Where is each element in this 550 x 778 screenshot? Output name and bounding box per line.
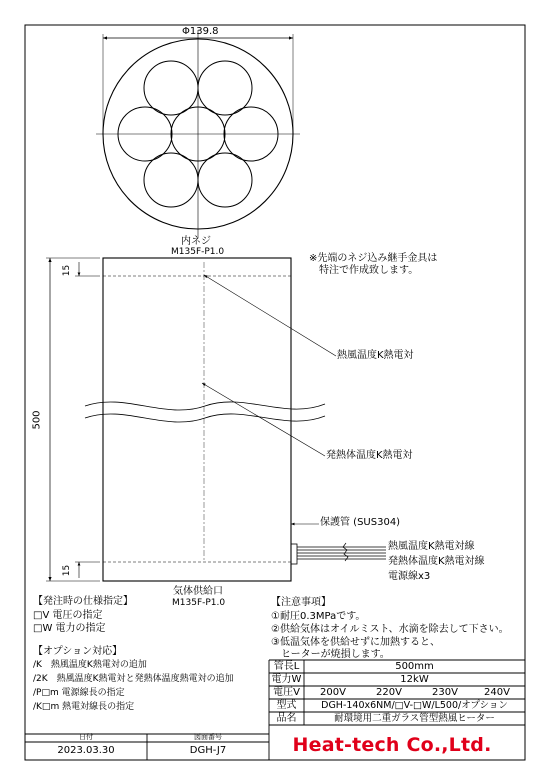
order-spec-title: 【発注時の仕様指定】	[33, 596, 133, 607]
model-value: DGH-140x6NM/□V-□W/L500/オプション	[321, 700, 508, 711]
caution-line: ②供給気体はオイルミスト、水滴を除去して下さい。	[271, 624, 509, 635]
wire-label-hot-air: 熱風温度K熱電対線	[388, 541, 475, 552]
drawing-number-label: 図面番号	[194, 733, 222, 741]
caution-line: ヒーターが焼損します。	[271, 649, 390, 660]
voltage-option: 220V	[376, 687, 402, 698]
caution-line: ③低温気体を供給せずに加熱すると、	[271, 637, 440, 648]
options-title: 【オプション対応】	[33, 646, 123, 657]
tube-length-value: 500mm	[395, 661, 434, 672]
protective-tube	[103, 258, 291, 581]
voltage-option: 240V	[484, 687, 510, 698]
hot-air-thermocouple-callout: 熱風温度K熱電対	[337, 350, 414, 361]
inner-tube-6	[198, 153, 252, 207]
heater-thermocouple-callout: 発熱体温度K熱電対	[326, 450, 413, 461]
cautions-title: 【注意事項】	[271, 597, 331, 608]
order-spec-item: □W 電力の指定	[33, 623, 106, 634]
inner-thread-label: 内ネジ	[181, 236, 211, 247]
option-item: /2K 熱風温度K熱電対と発熱体温度熱電対の追加	[33, 674, 234, 684]
inner-tube-2	[198, 61, 252, 115]
wire-label-power: 電源線x3	[388, 571, 431, 582]
model-label: 型式	[276, 700, 297, 711]
wire-gland	[291, 544, 297, 564]
voltage-label: 電圧V	[273, 687, 300, 698]
top-view	[96, 30, 300, 238]
top-offset-dimension: 15	[62, 264, 73, 277]
inner-tube-1	[144, 61, 198, 115]
company-logo: Heat-tech Co.,Ltd.	[292, 734, 492, 756]
gas-inlet-label: 気体供給口	[173, 586, 223, 597]
power-label: 電力W	[271, 674, 302, 685]
protective-tube-callout: 保護管 (SUS304)	[320, 517, 401, 528]
order-spec-item: □V 電圧の指定	[33, 610, 103, 621]
voltage-option: 200V	[320, 687, 346, 698]
inner-thread-spec: M135F-P1.0	[171, 247, 225, 257]
tube-length-label: 管長L	[273, 661, 300, 672]
product-name-value: 耐環境用二重ガラス管型熱風ヒーター	[334, 713, 495, 724]
option-item: /K□m 熱電対線長の指定	[33, 702, 135, 712]
inner-tube-5	[144, 153, 198, 207]
gas-inlet-spec: M135F-P1.0	[172, 598, 226, 608]
length-dimension: 500	[31, 410, 43, 430]
fitting-note-line-1: ※先端のネジ込み継手金具は	[309, 253, 438, 264]
caution-line: ①耐圧0.3MPaです。	[271, 611, 366, 622]
wire-label-heater: 発熱体温度K熱電対線	[388, 556, 485, 567]
date-label: 日付	[79, 733, 93, 741]
diameter-dimension: Φ139.8	[182, 26, 219, 37]
drawing-number-value: DGH-J7	[189, 745, 227, 756]
bottom-offset-dimension: 15	[62, 564, 73, 577]
fitting-note-line-2: 特注で作成致します。	[319, 265, 419, 276]
product-name-label: 品名	[276, 713, 297, 724]
side-view	[46, 258, 386, 581]
power-value: 12kW	[400, 674, 429, 685]
option-item: /K 熱風温度K熱電対の追加	[33, 660, 147, 670]
date-value: 2023.03.30	[57, 745, 115, 756]
voltage-option: 230V	[432, 687, 458, 698]
option-item: /P□m 電源線長の指定	[33, 688, 125, 698]
